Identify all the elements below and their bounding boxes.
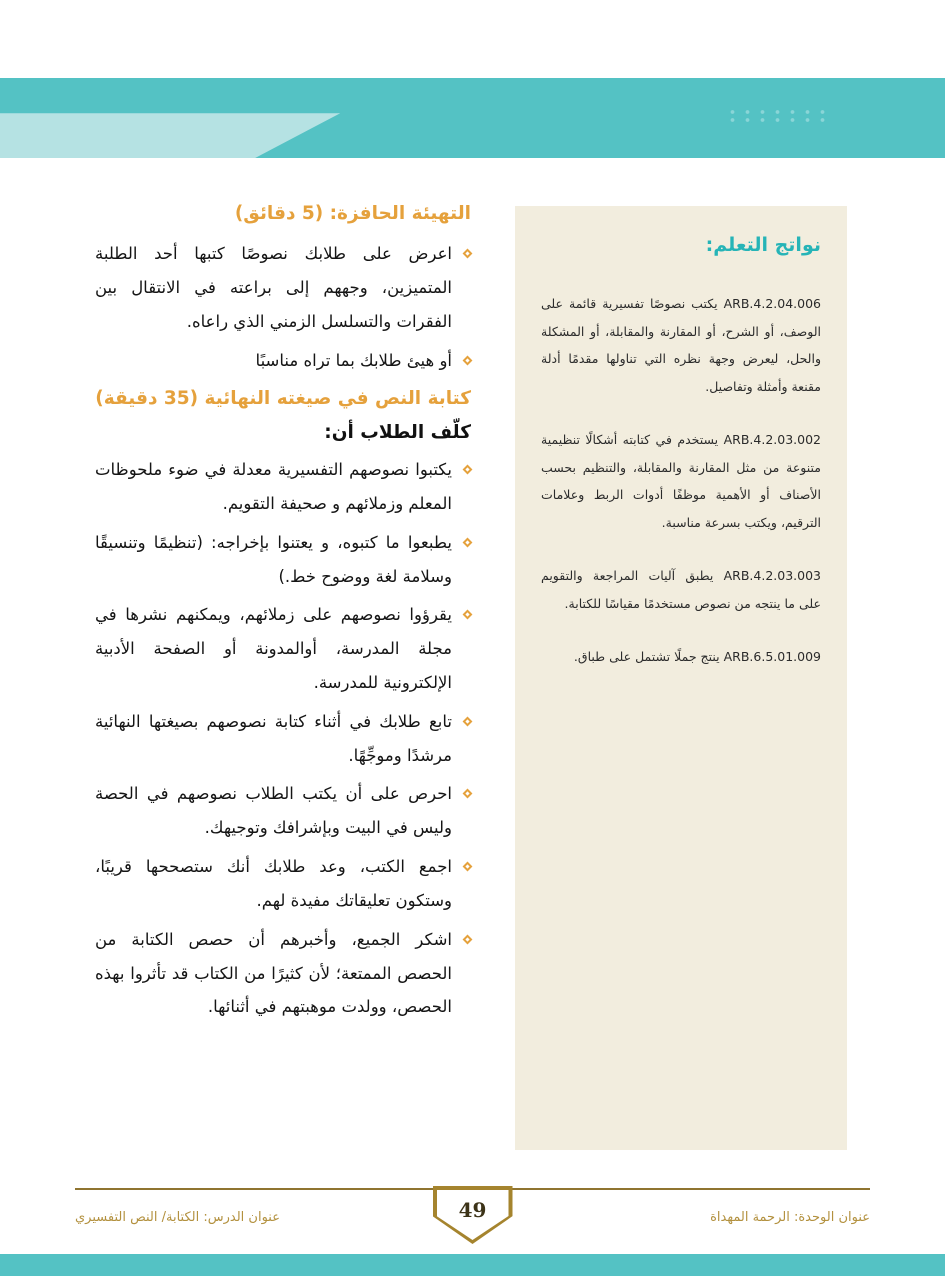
diamond-bullet-icon — [463, 355, 473, 365]
list-item-text: أو هيئ طلابك بما تراه مناسبًا — [255, 350, 452, 370]
learning-outcomes-title: نواتج التعلم: — [705, 234, 821, 256]
list-item — [95, 705, 471, 773]
outcome-text: ينتج جملًا تشتمل على طباق. — [573, 649, 720, 664]
outcome-code: ARB.4.2.04.006 — [723, 296, 821, 311]
lesson-body — [95, 196, 471, 1150]
list-item — [95, 923, 471, 1024]
section-heading-warmup: التهيئة الحافزة: (5 دقائق) — [234, 203, 471, 224]
footer-band — [0, 1254, 945, 1276]
diamond-bullet-icon — [463, 249, 473, 259]
diamond-bullet-icon — [463, 716, 473, 726]
page-footer — [75, 1188, 870, 1225]
outcome-text: يطبق آليات المراجعة والتقويم على ما ينتجه من نصوص مستخدمًا مقياسًا للكتابة. — [541, 568, 821, 611]
subsection-heading: كلّف الطلاب أن: — [324, 422, 471, 444]
list-item — [95, 237, 471, 338]
page-number-badge — [433, 1186, 513, 1244]
footer-unit-title: عنوان الوحدة: الرحمة المهداة — [710, 1210, 870, 1225]
outcome-code: ARB.4.2.03.003 — [723, 568, 821, 583]
learning-outcomes-panel — [515, 206, 847, 1150]
list-item-text: يكتبوا نصوصهم التفسيرية معدلة في ضوء ملحوظات المعلم وزملائهم و صحيفة التقويم. — [95, 460, 452, 513]
list-item — [95, 344, 471, 378]
list-item — [95, 453, 471, 521]
list-item — [95, 850, 471, 918]
list-item-text: اشكر الجميع، وأخبرهم أن حصص الكتابة من الحصص الممتعة؛ لأن كثيرًا من الكتاب قد تأثروا بهذه الحصص، وولدت موهبتهم في أثنائها. — [95, 929, 452, 1017]
list-item-text: اعرض على طلابك نصوصًا كتبها أحد الطلبة المتميزين، وجههم إلى براعته في الانتقال بين الفقرات والتسلسل الزمني الذي راعاه. — [95, 244, 452, 332]
learning-outcome — [541, 290, 821, 400]
list-item-text: يطبعوا ما كتبوه، و يعتنوا بإخراجه: (تنظيمًا وتنسيقًا وسلامة لغة ووضوح خط.) — [95, 532, 452, 586]
content-area — [95, 196, 847, 1150]
header-band-dots-decoration — [725, 108, 835, 124]
diamond-bullet-icon — [463, 789, 473, 799]
diamond-bullet-icon — [463, 465, 473, 475]
list-item-text: احرص على أن يكتب الطلاب نصوصهم في الحصة وليس في البيت وبإشرافك وتوجيهك. — [95, 784, 452, 838]
outcome-text: يستخدم في كتابته أشكالًا تنظيمية متنوعة من مثل المقارنة والمقابلة، والتنظيم بحسب الأصناف أو الأهمية موظفًا أدوات الربط وعلامات الترقيم، ويكتب بسرعة مناسبة. — [541, 432, 821, 530]
list-item — [95, 598, 471, 699]
section-heading-final-draft: كتابة النص في صيغته النهائية (35 دقيقة) — [95, 387, 471, 409]
page-number: 49 — [458, 1198, 487, 1222]
diamond-bullet-icon — [463, 862, 473, 872]
list-item-text: تابع طلابك في أثناء كتابة نصوصهم بصيغتها النهائية مرشدًا وموجِّهًا. — [95, 711, 452, 765]
list-item-text: يقرؤوا نصوصهم على زملائهم، ويمكنهم نشرها في مجلة المدرسة، أوالمدونة أو الصفحة الأدبية الإلكترونية للمدرسة. — [95, 605, 452, 692]
footer-lesson-title: عنوان الدرس: الكتابة/ النص التفسيري — [75, 1210, 280, 1225]
outcome-text: يكتب نصوصًا تفسيرية قائمة على الوصف، أو الشرح، أو المقارنة والمقابلة، أو المشكلة والحل، ليعرض وجهة نظره التي تناولها مقدمًا أدلة مقنعة وأمثلة وتفاصيل. — [541, 296, 821, 394]
list-item — [95, 526, 471, 594]
outcome-code: ARB.6.5.01.009 — [723, 649, 821, 664]
diamond-bullet-icon — [463, 537, 473, 547]
learning-outcome — [541, 643, 821, 671]
list-item — [95, 777, 471, 845]
header-band — [0, 78, 945, 158]
learning-outcome — [541, 562, 821, 617]
outcome-code: ARB.4.2.03.002 — [723, 432, 821, 447]
list-item-text: اجمع الكتب، وعد طلابك أنك ستصححها قريبًا، وستكون تعليقاتك مفيدة لهم. — [95, 857, 452, 910]
diamond-bullet-icon — [463, 934, 473, 944]
learning-outcome — [541, 426, 821, 536]
diamond-bullet-icon — [463, 610, 473, 620]
